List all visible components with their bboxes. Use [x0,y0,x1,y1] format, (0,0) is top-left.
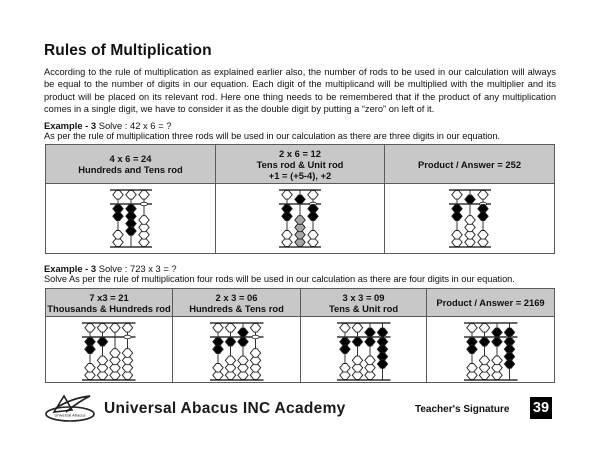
lower-bead-active [340,345,350,354]
page-number: 39 [530,397,552,419]
lower-bead-active [98,338,108,347]
academy-name: Universal Abacus INC Academy [104,400,346,417]
teacher-signature-label: Teacher's Signature [415,404,510,415]
step-rods: Tens & Unit rod [328,302,399,314]
upper-bead [112,191,122,200]
upper-bead [377,328,387,337]
upper-bead [340,324,350,333]
example-description: As per the rule of multiplication three rods will be used in our calculation as there are three digits in our equation. [44,131,501,141]
upper-bead [123,324,133,333]
logo-text: Universal Abacus [54,412,86,418]
step-column [46,145,216,253]
step-rods: Hundreds and Tens rod [78,164,183,175]
lower-bead-inactive [352,356,362,365]
step-header [46,145,215,184]
step-column [216,145,385,253]
upper-bead [451,191,461,200]
lower-bead-inactive [477,231,487,240]
step-abacus-cell [216,184,384,253]
lower-bead-inactive [479,356,489,365]
upper-bead [308,191,318,200]
example-heading [44,263,177,274]
step-rods: Hundreds & Tens rod [189,302,284,314]
example-problem: Solve : 42 x 6 = ? [96,120,172,131]
upper-bead [464,195,474,204]
step-abacus-cell [46,184,215,253]
lower-bead-active [308,212,318,221]
answer-text: Product / Answer = 2169 [436,297,545,308]
abacus-diagram [278,189,322,249]
step-equation: 2 x 6 = 12 [279,147,321,159]
lower-bead-active [85,345,95,354]
upper-bead [477,191,487,200]
lower-bead-active [492,338,502,347]
abacus-diagram [336,322,392,382]
abacus-diagram [463,322,519,382]
lower-bead-inactive [238,356,248,365]
step-column [46,289,173,382]
upper-bead [138,191,148,200]
intro-paragraph: According to the rule of multiplication as explained earlier also, the number of rods to be used in our calculation will always be equal to the number of digits in our equation. Each digit of the multiplicand will be multiplied with the multiplier and its product will be placed on its relevant rod. Here one thing needs to be remembered that if the product of any multiplication comes in a single digit, we have to consider it as the double digit by putting a “zero” on left of it. [44,67,556,114]
lower-bead-inactive [467,364,477,373]
page-title: Rules of Multiplication [44,42,212,59]
example-1-table [45,144,555,254]
example-label: Example - 3 [44,263,97,274]
answer-header [385,145,554,184]
example-2-table [45,288,555,383]
step-abacus-cell [46,317,172,382]
step-rods: Tens rod & Unit rod [256,158,344,170]
lower-bead-inactive [225,356,235,365]
lower-bead-active [451,212,461,221]
lower-bead-inactive [138,216,148,225]
answer-abacus-cell [427,317,554,382]
step-column [301,289,427,382]
lower-bead-active [213,345,223,354]
step-header [216,145,384,184]
step-abacus-cell [173,317,300,382]
upper-bead [85,324,95,333]
lower-bead-inactive [85,364,95,373]
upper-bead [492,328,502,337]
upper-bead [467,324,477,333]
abacus-diagram [448,189,492,249]
lower-bead-inactive [98,356,108,365]
example-problem: Solve : 723 x 3 = ? [96,263,177,274]
lower-bead-active [352,338,362,347]
lower-bead-active [225,338,235,347]
upper-bead [352,324,362,333]
upper-bead [98,324,108,333]
lower-bead-inactive [451,231,461,240]
step-equation: 3 x 3 = 09 [342,291,385,303]
unit-rod-marker [124,335,131,339]
academy-logo [42,390,102,424]
answer-column [427,289,554,382]
lower-bead-inactive [365,356,375,365]
lower-bead-inactive [123,349,133,358]
lower-bead-inactive [282,231,292,240]
lower-bead-removed [295,216,305,225]
lower-bead-active [467,345,477,354]
unit-rod-marker [140,202,147,206]
upper-bead [125,191,135,200]
lower-bead-active [282,212,292,221]
lower-bead-inactive [492,356,502,365]
lower-bead-inactive [340,364,350,373]
step-abacus-cell [301,317,426,382]
step-rods: Thousands & Hundreds rod [47,302,171,314]
lower-bead-active [477,212,487,221]
lower-bead-inactive [110,349,120,358]
lower-bead-active [377,360,387,369]
lower-bead-active [112,212,122,221]
answer-text: Product / Answer = 252 [417,158,522,170]
lower-bead-active [238,338,248,347]
example-heading [44,120,171,131]
example-label: Example - 3 [44,120,97,131]
abacus-diagram [109,189,153,249]
step-header [301,289,426,317]
lower-bead-active [479,338,489,347]
upper-bead [282,191,292,200]
lower-bead-inactive [464,216,474,225]
abacus-diagram [209,322,265,382]
upper-bead [238,328,248,337]
step-column [173,289,301,382]
lower-bead-inactive [112,231,122,240]
upper-bead [504,328,514,337]
lower-bead-inactive [250,349,260,358]
unit-rod-marker [252,335,259,339]
answer-header [427,289,554,317]
answer-abacus-cell [385,184,554,253]
lower-bead-active [504,360,514,369]
lower-bead-active [125,227,135,236]
upper-bead [295,195,305,204]
upper-bead [225,324,235,333]
upper-bead [365,328,375,337]
upper-bead [213,324,223,333]
abacus-diagram [81,322,137,382]
upper-bead [250,324,260,333]
upper-bead [110,324,120,333]
lower-bead-active [365,338,375,347]
step-equation: 2 x 3 = 06 [215,291,258,303]
step-header [173,289,300,317]
step-equation: 4 x 6 = 24 [109,153,152,164]
logo-swoosh [56,396,90,412]
lower-bead-inactive [308,231,318,240]
step-note: +1 = (+5-4), +2 [268,169,332,181]
lower-bead-inactive [213,364,223,373]
answer-column [385,145,554,253]
upper-bead [479,324,489,333]
example-description: Solve As per the rule of multiplication four rods will be used in our calculation as there are four digits in our equation. [44,274,515,284]
step-equation: 7 x3 = 21 [89,291,129,303]
step-header [46,289,172,317]
